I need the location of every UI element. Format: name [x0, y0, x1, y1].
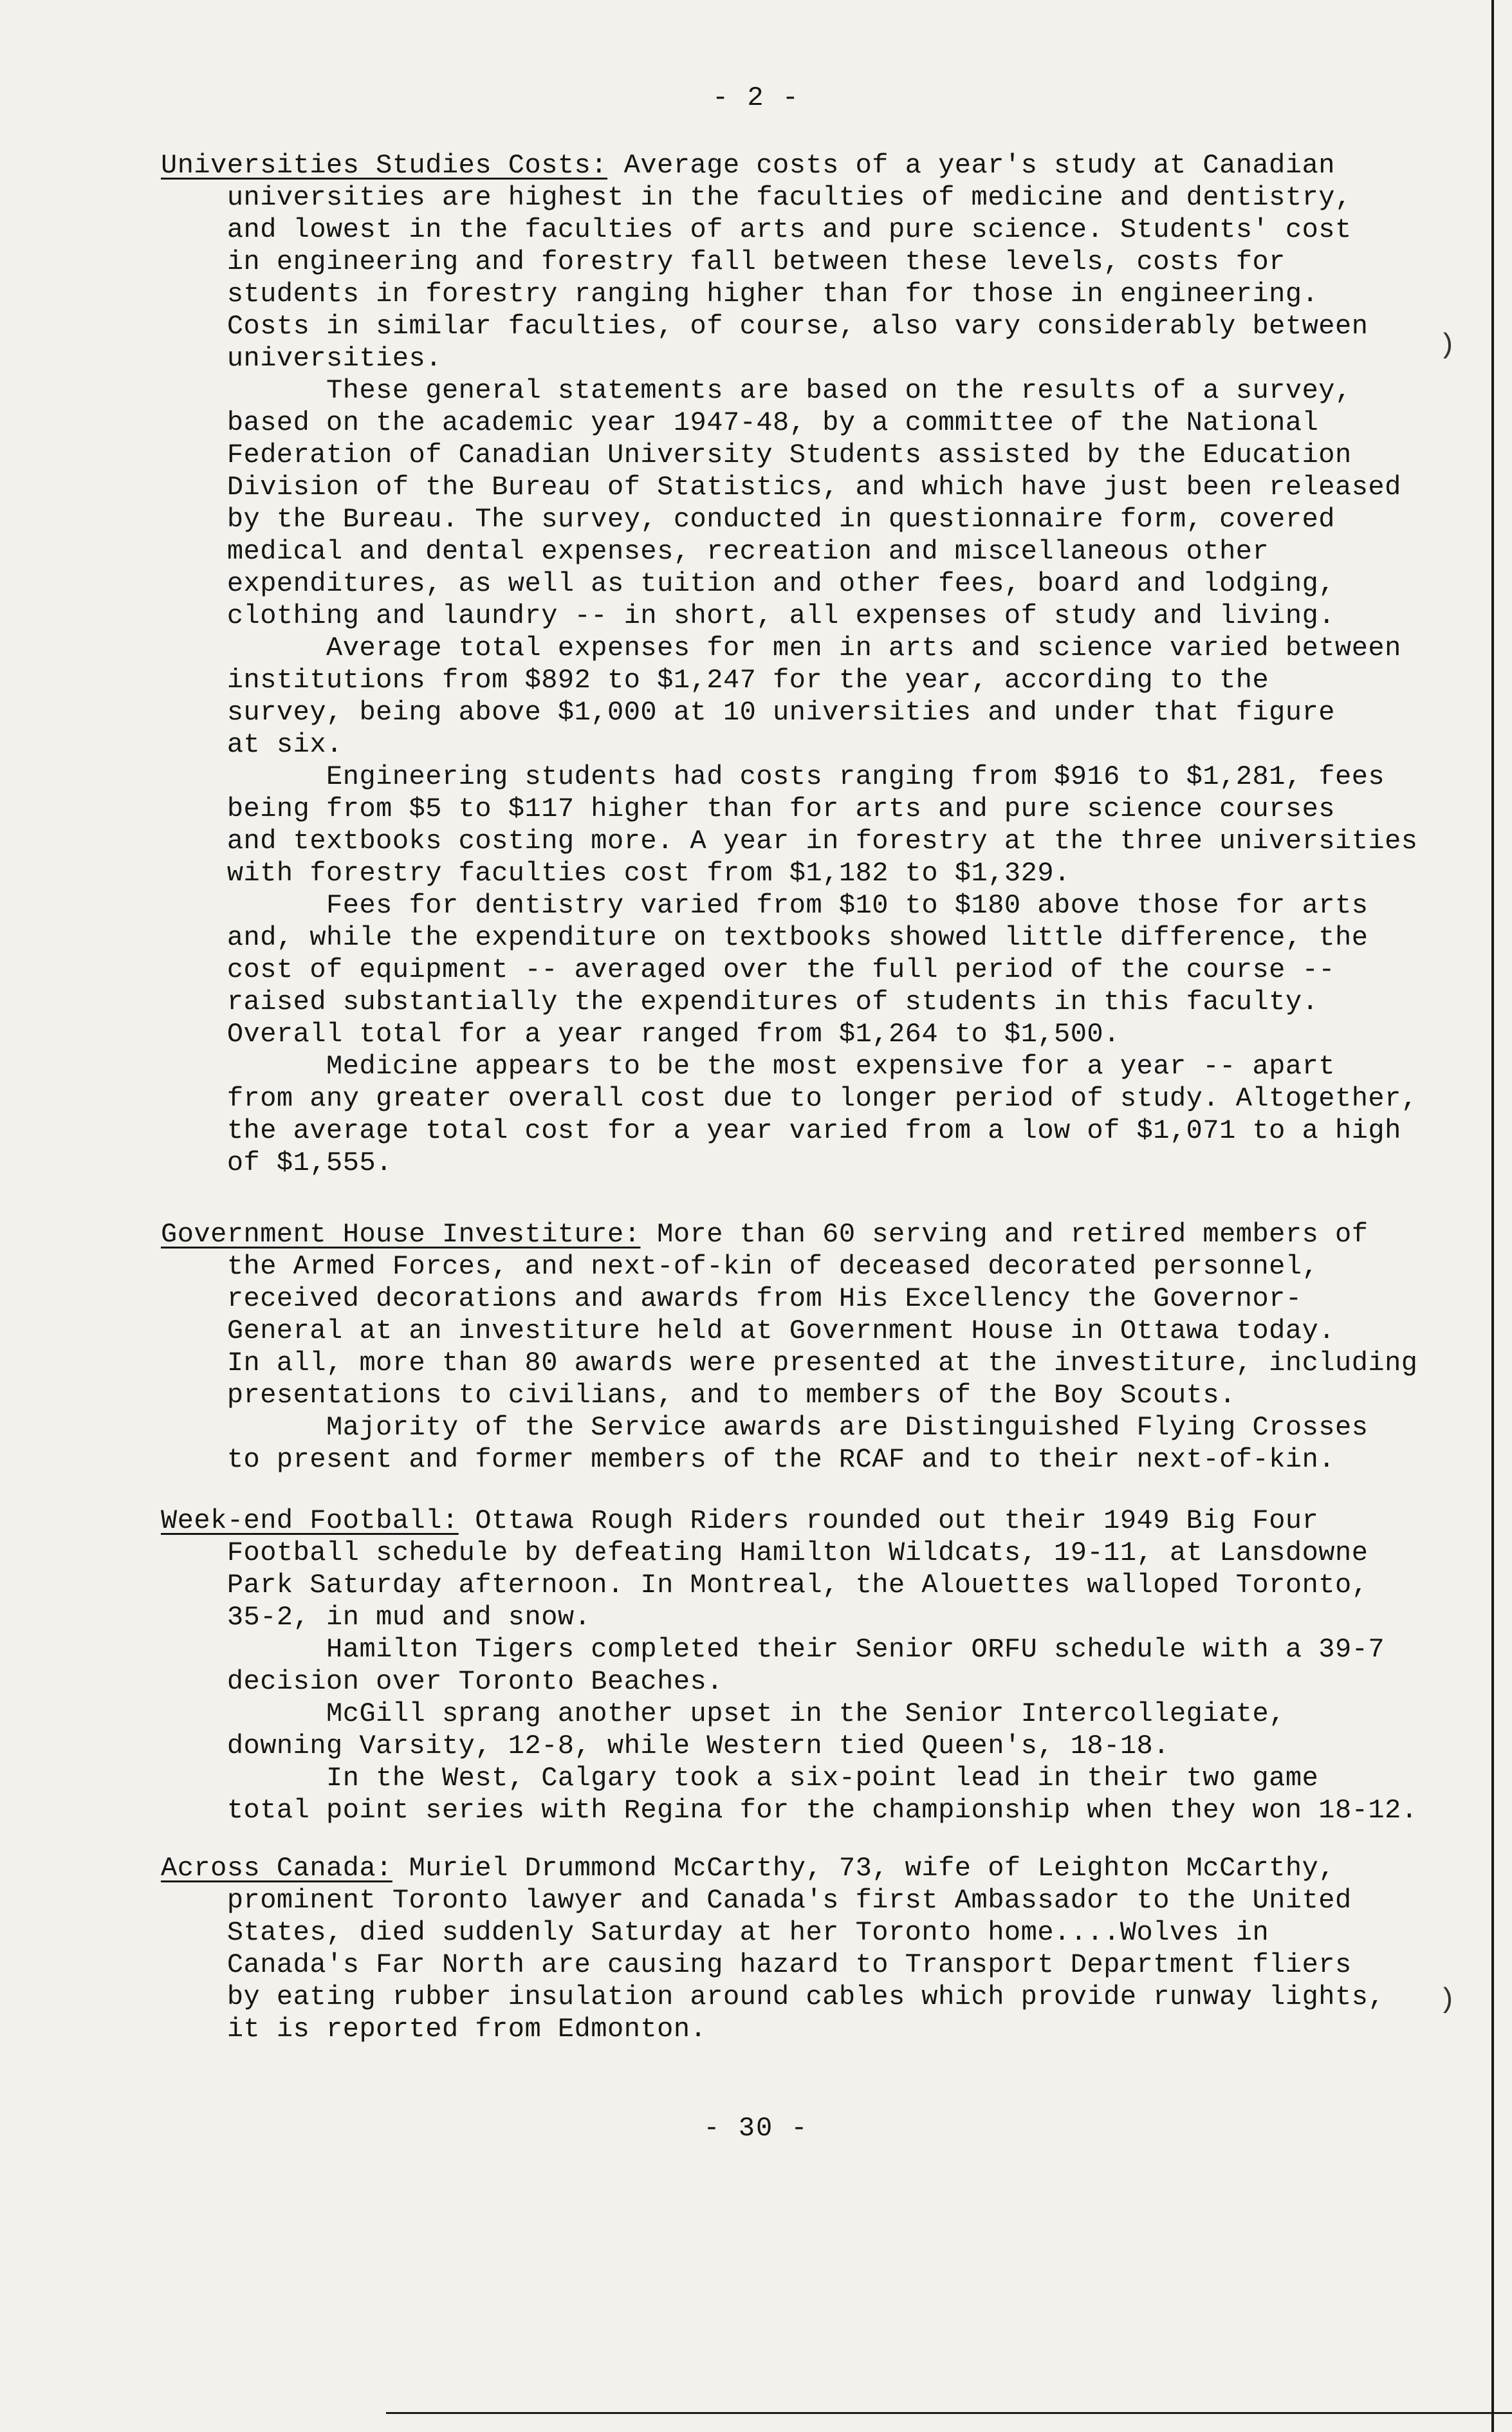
section-heading: Across Canada: [161, 1853, 392, 1884]
text-line: 35-2, in mud and snow. [161, 1602, 591, 1633]
text-line: cost of equipment -- averaged over the full period of the course -- [161, 954, 1335, 985]
text-line: Costs in similar faculties, of course, also vary considerably between [161, 311, 1369, 342]
right-margin-rule [1491, 0, 1494, 2432]
section-heading: Week-end Football: [161, 1505, 459, 1536]
text-line-content: More than 60 serving and retired members of [640, 1219, 1369, 1250]
text-line: clothing and laundry -- in short, all expenses of study and living. [161, 600, 1335, 631]
text-line: with forestry faculties cost from $1,182 to $1,329. [161, 858, 1071, 889]
right-margin-mark-lower: ) [1439, 1984, 1456, 2016]
text-line [161, 1852, 1454, 1884]
text-line: of $1,555. [161, 1147, 392, 1178]
text-line [161, 149, 1454, 181]
section-heading: Universities Studies Costs: [161, 150, 608, 181]
text-line: survey, being above $1,000 at 10 universities and under that figure [161, 697, 1335, 728]
text-line: by eating rubber insulation around cables which provide runway lights, [161, 1982, 1385, 2012]
text-line [161, 1218, 1454, 1250]
text-line [161, 1505, 1454, 1537]
text-line: universities are highest in the faculties of medicine and dentistry, [161, 182, 1352, 213]
text-line: received decorations and awards from His Excellency the Governor- [161, 1283, 1302, 1314]
text-line: it is reported from Edmonton. [161, 2014, 707, 2045]
text-line: Engineering students had costs ranging from $916 to $1,281, fees [161, 761, 1385, 792]
text-line: being from $5 to $117 higher than for arts and pure science courses [161, 794, 1335, 824]
text-line: downing Varsity, 12-8, while Western tied Queen's, 18-18. [161, 1731, 1170, 1761]
page-number-top: - 2 - [712, 82, 800, 113]
text-line: expenditures, as well as tuition and other fees, board and lodging, [161, 568, 1335, 599]
text-line: based on the academic year 1947-48, by a committee of the National [161, 407, 1319, 438]
text-line: Park Saturday afternoon. In Montreal, the Alouettes walloped Toronto, [161, 1570, 1369, 1601]
text-line: Overall total for a year ranged from $1,264 to $1,500. [161, 1019, 1120, 1050]
text-line: Majority of the Service awards are Distinguished Flying Crosses [161, 1412, 1369, 1443]
text-line: Medicine appears to be the most expensive for a year -- apart [161, 1051, 1335, 1082]
text-line-content: Ottawa Rough Riders rounded out their 1949 Big Four [458, 1505, 1319, 1536]
text-line: Average total expenses for men in arts and science varied between [161, 633, 1401, 664]
text-line: and, while the expenditure on textbooks showed little difference, the [161, 922, 1369, 953]
text-line: In the West, Calgary took a six-point lead in their two game [161, 1763, 1319, 1794]
text-line: and lowest in the faculties of arts and pure science. Students' cost [161, 214, 1352, 245]
text-line: institutions from $892 to $1,247 for the year, according to the [161, 665, 1269, 696]
text-line: prominent Toronto lawyer and Canada's first Ambassador to the United [161, 1885, 1352, 1916]
text-line: decision over Toronto Beaches. [161, 1666, 723, 1697]
text-line: States, died suddenly Saturday at her Toronto home....Wolves in [161, 1917, 1269, 1948]
text-line: by the Bureau. The survey, conducted in questionnaire form, covered [161, 504, 1335, 535]
text-line: at six. [161, 729, 343, 760]
bottom-rule [386, 2412, 1512, 2414]
text-line: In all, more than 80 awards were presented at the investiture, including [161, 1348, 1418, 1378]
text-line: Fees for dentistry varied from $10 to $180 above those for arts [161, 890, 1369, 921]
section-week-end-football [161, 1505, 1454, 1826]
text-line: total point series with Regina for the championship when they won 18-12. [161, 1795, 1418, 1826]
text-line: Federation of Canadian University Students assisted by the Education [161, 440, 1352, 470]
text-line: McGill sprang another upset in the Senior Intercollegiate, [161, 1698, 1286, 1729]
page-number-bottom: - 30 - [703, 2113, 809, 2144]
text-line: Football schedule by defeating Hamilton Wildcats, 19-11, at Lansdowne [161, 1537, 1369, 1568]
text-line: General at an investiture held at Government House in Ottawa today. [161, 1315, 1335, 1346]
text-line: to present and former members of the RCAF and to their next-of-kin. [161, 1444, 1335, 1475]
text-line: the Armed Forces, and next-of-kin of deceased decorated personnel, [161, 1251, 1319, 1282]
section-government-house [161, 1218, 1454, 1476]
text-line: Hamilton Tigers completed their Senior ORFU schedule with a 39-7 [161, 1634, 1385, 1665]
text-line: in engineering and forestry fall between these levels, costs for [161, 246, 1286, 277]
section-across-canada [161, 1852, 1454, 2045]
text-line-content: Muriel Drummond McCarthy, 73, wife of Leighton McCarthy, [392, 1853, 1335, 1884]
text-line: students in forestry ranging higher than for those in engineering. [161, 279, 1319, 310]
right-margin-mark: ) [1439, 330, 1456, 362]
text-line: medical and dental expenses, recreation and miscellaneous other [161, 536, 1269, 567]
text-line: the average total cost for a year varied from a low of $1,071 to a high [161, 1115, 1401, 1146]
text-line: presentations to civilians, and to members of the Boy Scouts. [161, 1380, 1236, 1411]
text-line-content: Average costs of a year's study at Canadian [607, 150, 1335, 181]
text-line: from any greater overall cost due to longer period of study. Altogether, [161, 1083, 1418, 1114]
text-line: universities. [161, 343, 442, 374]
section-university-costs [161, 149, 1454, 1179]
text-line: Canada's Far North are causing hazard to Transport Department fliers [161, 1949, 1352, 1980]
text-line: and textbooks costing more. A year in forestry at the three universities [161, 826, 1418, 857]
section-heading: Government House Investiture: [161, 1219, 641, 1250]
text-line: raised substantially the expenditures of students in this faculty. [161, 987, 1319, 1017]
text-line: These general statements are based on the results of a survey, [161, 375, 1352, 406]
text-line: Division of the Bureau of Statistics, and which have just been released [161, 472, 1401, 503]
